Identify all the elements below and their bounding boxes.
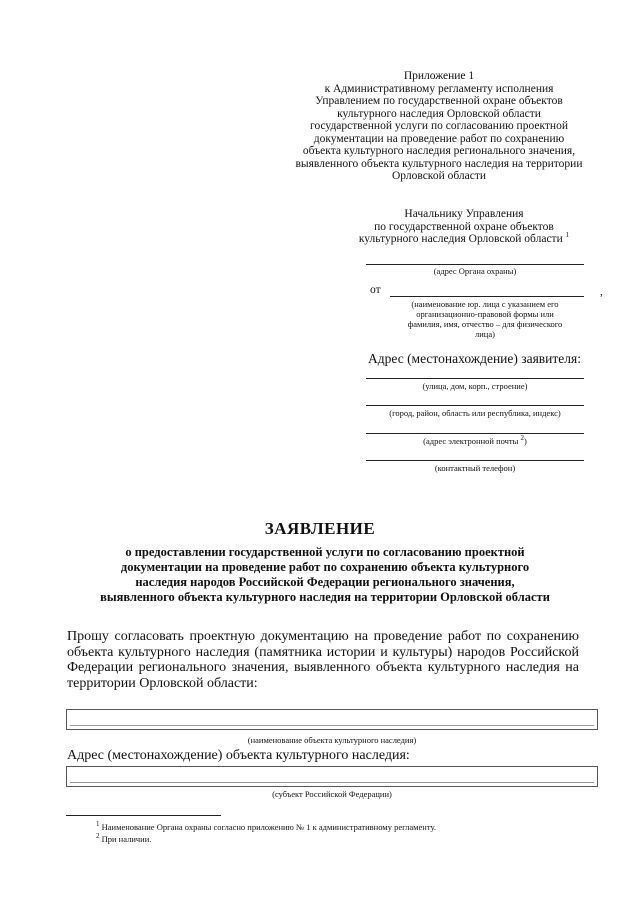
appendix-line: государственной услуги по согласованию проектной [310,120,568,132]
applicant-name-line [390,296,584,297]
appendix-line: культурного наследия Орловской области [337,107,541,120]
appendix-line: Управлением по государственной охране объектов [315,95,563,107]
appendix-line: выявленного объекта культурного наследия на территории [295,157,583,170]
request-paragraph: Прошу согласовать проектную документацию на проведение работ по сохранению объекта культурного наследия (памятника истории и культуры) народов Российской Федерации регионального значения, выявленного объекта культурного наследия на территории Орловской области: [67,629,579,691]
street-caption: (улица, дом, корп., строение) [422,381,528,391]
from-label: от [370,284,381,296]
object-name-caption: (наименование объекта культурного наследия) [247,735,417,745]
object-address-caption: (субъект Российской Федерации) [272,789,392,799]
footnote: $^1$ Наименование Органа охраны согласно приложению № 1 к административному регламенту. [96,820,436,832]
appendix-line: документации на проведение работ по сохранению [313,132,565,145]
appendix-line: Орловской области [391,170,487,182]
organ-address-line [366,264,584,265]
applicant-address-label: Адрес (местонахождение) заявителя: [368,351,581,366]
phone-line [366,460,584,461]
addressee-block [330,208,598,246]
email-line [366,433,584,434]
appendix-line: Приложение 1 [403,70,475,82]
comma: , [600,286,603,298]
footnote-mark: 1 [565,231,570,240]
object-name-field[interactable] [66,709,598,730]
object-address-field[interactable] [66,766,598,787]
applicant-caption: (наименование юр. лица с указанием его организационно-правовой формы или фамилия, имя, отчество – для физического лица) [407,299,563,339]
city-caption: (город, район, область или республика, индекс) [389,408,561,418]
organ-address-caption: (адрес Органа охраны) [433,266,517,276]
city-line [366,405,584,406]
email-caption: (адрес электронной почты $^2$) [423,434,527,446]
footnote: $^2$ При наличии. [96,832,152,844]
document-title: ЗАЯВЛЕНИЕ [264,519,376,538]
footnote-mark: 2 [520,434,524,443]
addressee-line: Начальнику Управления [404,208,524,220]
object-address-label: Адрес (местонахождение) объекта культурного наследия: [67,748,410,763]
phone-caption: (контактный телефон) [434,463,516,473]
street-line [366,378,584,379]
addressee-line: культурного наследия Орловской области $^1$ [358,231,570,245]
appendix-header [280,70,598,183]
appendix-line: к Административному регламенту исполнения [324,82,554,95]
document-subtitle: о предоставлении государственной услуги по согласованию проектной документации на проведение работ по сохранению объекта культурного наследия народов Российской Федерации регионального значения, выявленного объекта культурного наследия на территории Орловской области [100,545,550,604]
footnote-separator [66,815,221,816]
addressee-line: по государственной охране объектов [374,220,554,233]
appendix-line: объекта культурного наследия регионального значения, [302,145,576,157]
